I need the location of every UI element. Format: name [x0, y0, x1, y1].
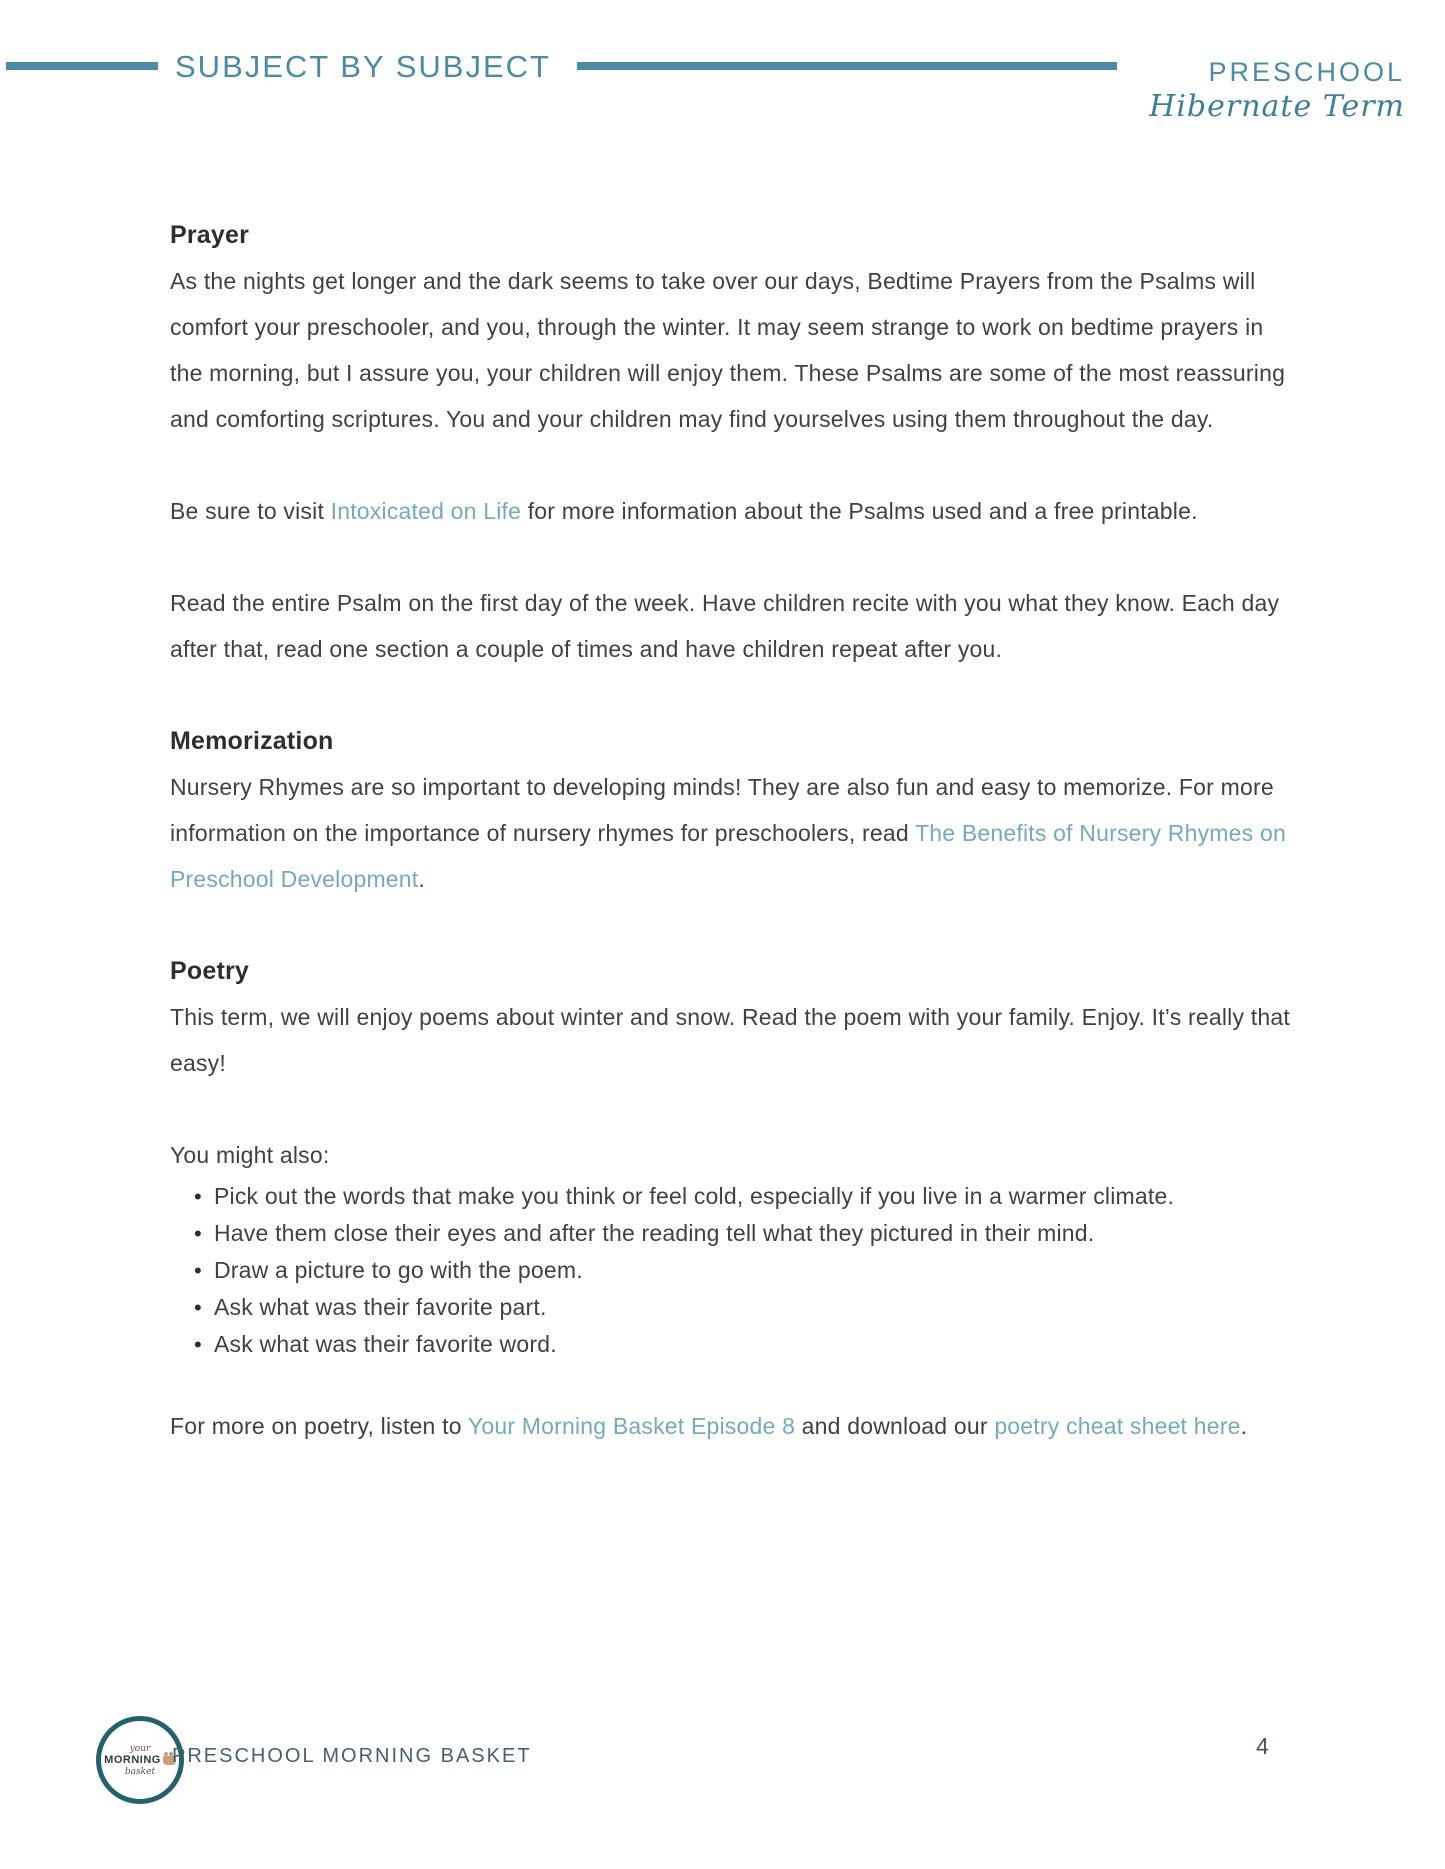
poetry-paragraph-2: You might also:	[170, 1142, 330, 1168]
link-your-morning-basket-episode-8[interactable]: Your Morning Basket Episode 8	[467, 1413, 796, 1439]
logo-text-bottom: basket	[124, 1766, 156, 1777]
morning-basket-logo	[96, 1716, 184, 1804]
link-intoxicated-on-life[interactable]: Intoxicated on Life	[330, 498, 522, 524]
list-item	[170, 1289, 1295, 1326]
section-heading-poetry: Poetry	[170, 957, 250, 985]
list-item	[170, 1215, 1295, 1252]
text-segment: and download our	[795, 1413, 995, 1439]
logo-text-top: your	[129, 1743, 151, 1754]
prayer-paragraph-1: As the nights get longer and the dark seems to take over our days, Bedtime Prayers from the Psalms will comfort your preschooler, and you, through the winter. It may seem strange to work on bedtime prayers in the morning, but I assure you, your children will enjoy them. These Psalms are some of the most reassuring and comforting scriptures. You and your children may find yourselves using them throughout the day.	[170, 268, 1286, 432]
text-segment: .	[1240, 1413, 1248, 1439]
list-item-text: Draw a picture to go with the poem.	[214, 1257, 583, 1283]
logo-main-row	[104, 1754, 176, 1767]
memorization-paragraph-1	[170, 764, 1295, 902]
section-heading-prayer: Prayer	[170, 221, 250, 249]
list-item-text: Ask what was their favorite word.	[214, 1331, 557, 1357]
page-content	[170, 212, 1295, 1495]
link-poetry-cheat-sheet[interactable]: poetry cheat sheet here	[994, 1413, 1241, 1439]
list-item	[170, 1252, 1295, 1289]
poetry-paragraph-3	[170, 1403, 1295, 1449]
text-segment: For more on poetry, listen to	[170, 1413, 468, 1439]
list-item-text: Pick out the words that make you think or feel cold, especially if you live in a warmer climate.	[214, 1183, 1175, 1209]
prayer-paragraph-2	[170, 488, 1295, 534]
program-label: PRESCHOOL	[1208, 57, 1405, 87]
header-rule-right	[577, 62, 1117, 70]
text-segment: .	[418, 866, 425, 892]
poetry-suggestions-list	[170, 1178, 1295, 1363]
header-brand-block	[1149, 57, 1405, 124]
list-item	[170, 1178, 1295, 1215]
link-benefits-of-nursery-rhymes[interactable]: The Benefits of Nursery Rhymes on Preschool Development	[170, 820, 1286, 892]
page-title: SUBJECT BY SUBJECT	[175, 49, 551, 84]
list-item-text: Have them close their eyes and after the reading tell what they pictured in their mind.	[214, 1220, 1095, 1246]
footer-brand-text: PRESCHOOL MORNING BASKET	[172, 1745, 532, 1767]
prayer-paragraph-3: Read the entire Psalm on the first day of the week. Have children recite with you what they know. Each day after that, read one section a couple of times and have children repeat after you.	[170, 590, 1280, 662]
term-label: Hibernate Term	[1149, 89, 1405, 124]
list-item-text: Ask what was their favorite part.	[214, 1294, 547, 1320]
list-item	[170, 1326, 1295, 1363]
logo-text-main: MORNING	[104, 1753, 161, 1766]
header-rule-left	[6, 62, 158, 70]
text-segment: Nursery Rhymes are so important to developing minds! They are also fun and easy to memorize. For more information on the importance of nursery rhymes for preschoolers, read	[170, 774, 1274, 846]
text-segment: Be sure to visit	[170, 498, 331, 524]
poetry-paragraph-1: This term, we will enjoy poems about winter and snow. Read the poem with your family. Enjoy. It’s really that easy!	[170, 1004, 1290, 1076]
text-segment: for more information about the Psalms used and a free printable.	[521, 498, 1198, 524]
section-heading-memorization: Memorization	[170, 727, 334, 755]
page-number: 4	[1256, 1733, 1269, 1759]
